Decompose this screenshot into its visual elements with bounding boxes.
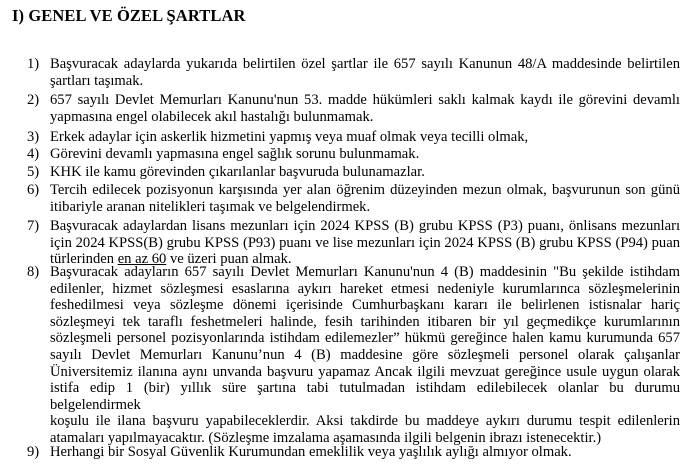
text-fragment: ve üzeri puan almak. — [166, 251, 292, 268]
text-line: Başvuracak adaylarda yukarıda belirtilen özel şartlar ile 657 sayılı Kanunun 48/A maddesinde belirtilen — [50, 56, 680, 72]
text-line: Tercih edilecek pozisyonun karşısında yer alan öğrenim düzeyinden mezun olmak, başvurunun son günü — [50, 182, 680, 198]
text-line: Üniversitemiz ilanına aynı unvanda başvuru yapamaz Ancak ilgili mevzuat gereğince usule uygun olarak — [50, 363, 680, 380]
text-line: Görevini devamlı yapmasına engel sağlık sorunu bulunmamak. — [50, 146, 420, 162]
item-number: 8) — [27, 264, 40, 280]
text-line: koşulu ile ilana başvuru yapabileceklerdir. Aksi takdirde bu maddeye aykırı durumu tespit edilenlerin — [50, 413, 680, 430]
section-heading: I) GENEL VE ÖZEL ŞARTLAR — [12, 6, 246, 25]
item-text — [50, 218, 680, 268]
item-text — [50, 164, 680, 181]
text-line: Başvuracak adaylardan lisans mezunları için 2024 KPSS (B) grubu KPSS (P3) puanı, önlisans mezunları — [50, 218, 680, 234]
item-text — [50, 182, 680, 215]
item-number: 9) — [27, 444, 40, 460]
text-line: istifa edip 1 (bir) yıllık süre şartına tabi tutulmadan istihdam edilebilecek olanlar bu durumu belgelendirmek — [50, 380, 680, 413]
item-number: 5) — [27, 164, 40, 180]
text-fragment: türlerinden — [50, 251, 118, 268]
text-line: edilenler, hizmet sözleşmesi esaslarına aykırı hareket etmesi nedeniyle kurumlarınca sözleşmelerinin — [50, 280, 680, 297]
item-text — [50, 264, 680, 447]
text-line: itibariyle aranan nitelikleri taşımak ve belgelendirmek. — [50, 198, 371, 215]
text-line: Herhangi bir Sosyal Güvenlik Kurumundan emeklilik veya yaşlılık aylığı almıyor olmak. — [50, 444, 572, 460]
text-line: sözleşmeli personel pozisyonlarında istihdam edilemezler” hükmü gereğince halen kamu kurumunda 657 — [50, 330, 680, 347]
item-text — [50, 129, 680, 146]
text-line: sözleşmeyi tek taraflı feshetmeleri halinde, fesih tarihinden itibaren bir yıl geçmedikçe kurumlarının — [50, 313, 680, 330]
text-line: atamaları yapılmayacaktır. (Sözleşme imzalama aşamasında ilgili belgenin ibrazı istenecektir.) — [50, 429, 602, 446]
item-number: 3) — [27, 129, 40, 145]
text-line: sayılı Devlet Memurları Kanunu’nun 4 (B) maddesine göre sözleşmeli personel olarak çalışanlar — [50, 346, 680, 363]
text-line: şartları taşımak. — [50, 72, 144, 89]
item-number: 4) — [27, 146, 40, 162]
underlined-score: en az 60 — [117, 251, 167, 268]
item-text — [50, 92, 680, 125]
text-line: için 2024 KPSS(B) grubu KPSS (P93) puanı ve lise mezunları için 2024 KPSS (B) grubu KPSS (P94) puan — [50, 234, 680, 251]
item-text — [50, 444, 680, 461]
text-line: KHK ile kamu görevinden çıkarılanlar başvuruda bulunamazlar. — [50, 164, 425, 180]
item-text — [50, 146, 680, 163]
item-number: 1) — [27, 56, 40, 72]
item-number: 6) — [27, 182, 40, 198]
text-line: Erkek adaylar için askerlik hizmetini yapmış veya muaf olmak veya tecilli olmak, — [50, 129, 529, 145]
text-line: 657 sayılı Devlet Memurları Kanunu'nun 53. madde hükümleri saklı kalmak kaydı ile görevini devamlı — [50, 92, 680, 108]
text-line: yapmasına engel olabilecek akıl hastalığı bulunmamak. — [50, 108, 374, 125]
item-number: 2) — [27, 92, 40, 108]
text-line: feshedilmesi veya sözleşme dönemi içerisinde Cumhurbaşkanı kararı ile belirlenen istisnalar hariç — [50, 297, 680, 314]
item-text — [50, 56, 680, 89]
text-line: Başvuracak adayların 657 sayılı Devlet Memurları Kanunu'nun 4 (B) maddesinin "Bu şekilde istihdam — [50, 264, 680, 280]
item-number: 7) — [27, 218, 40, 234]
